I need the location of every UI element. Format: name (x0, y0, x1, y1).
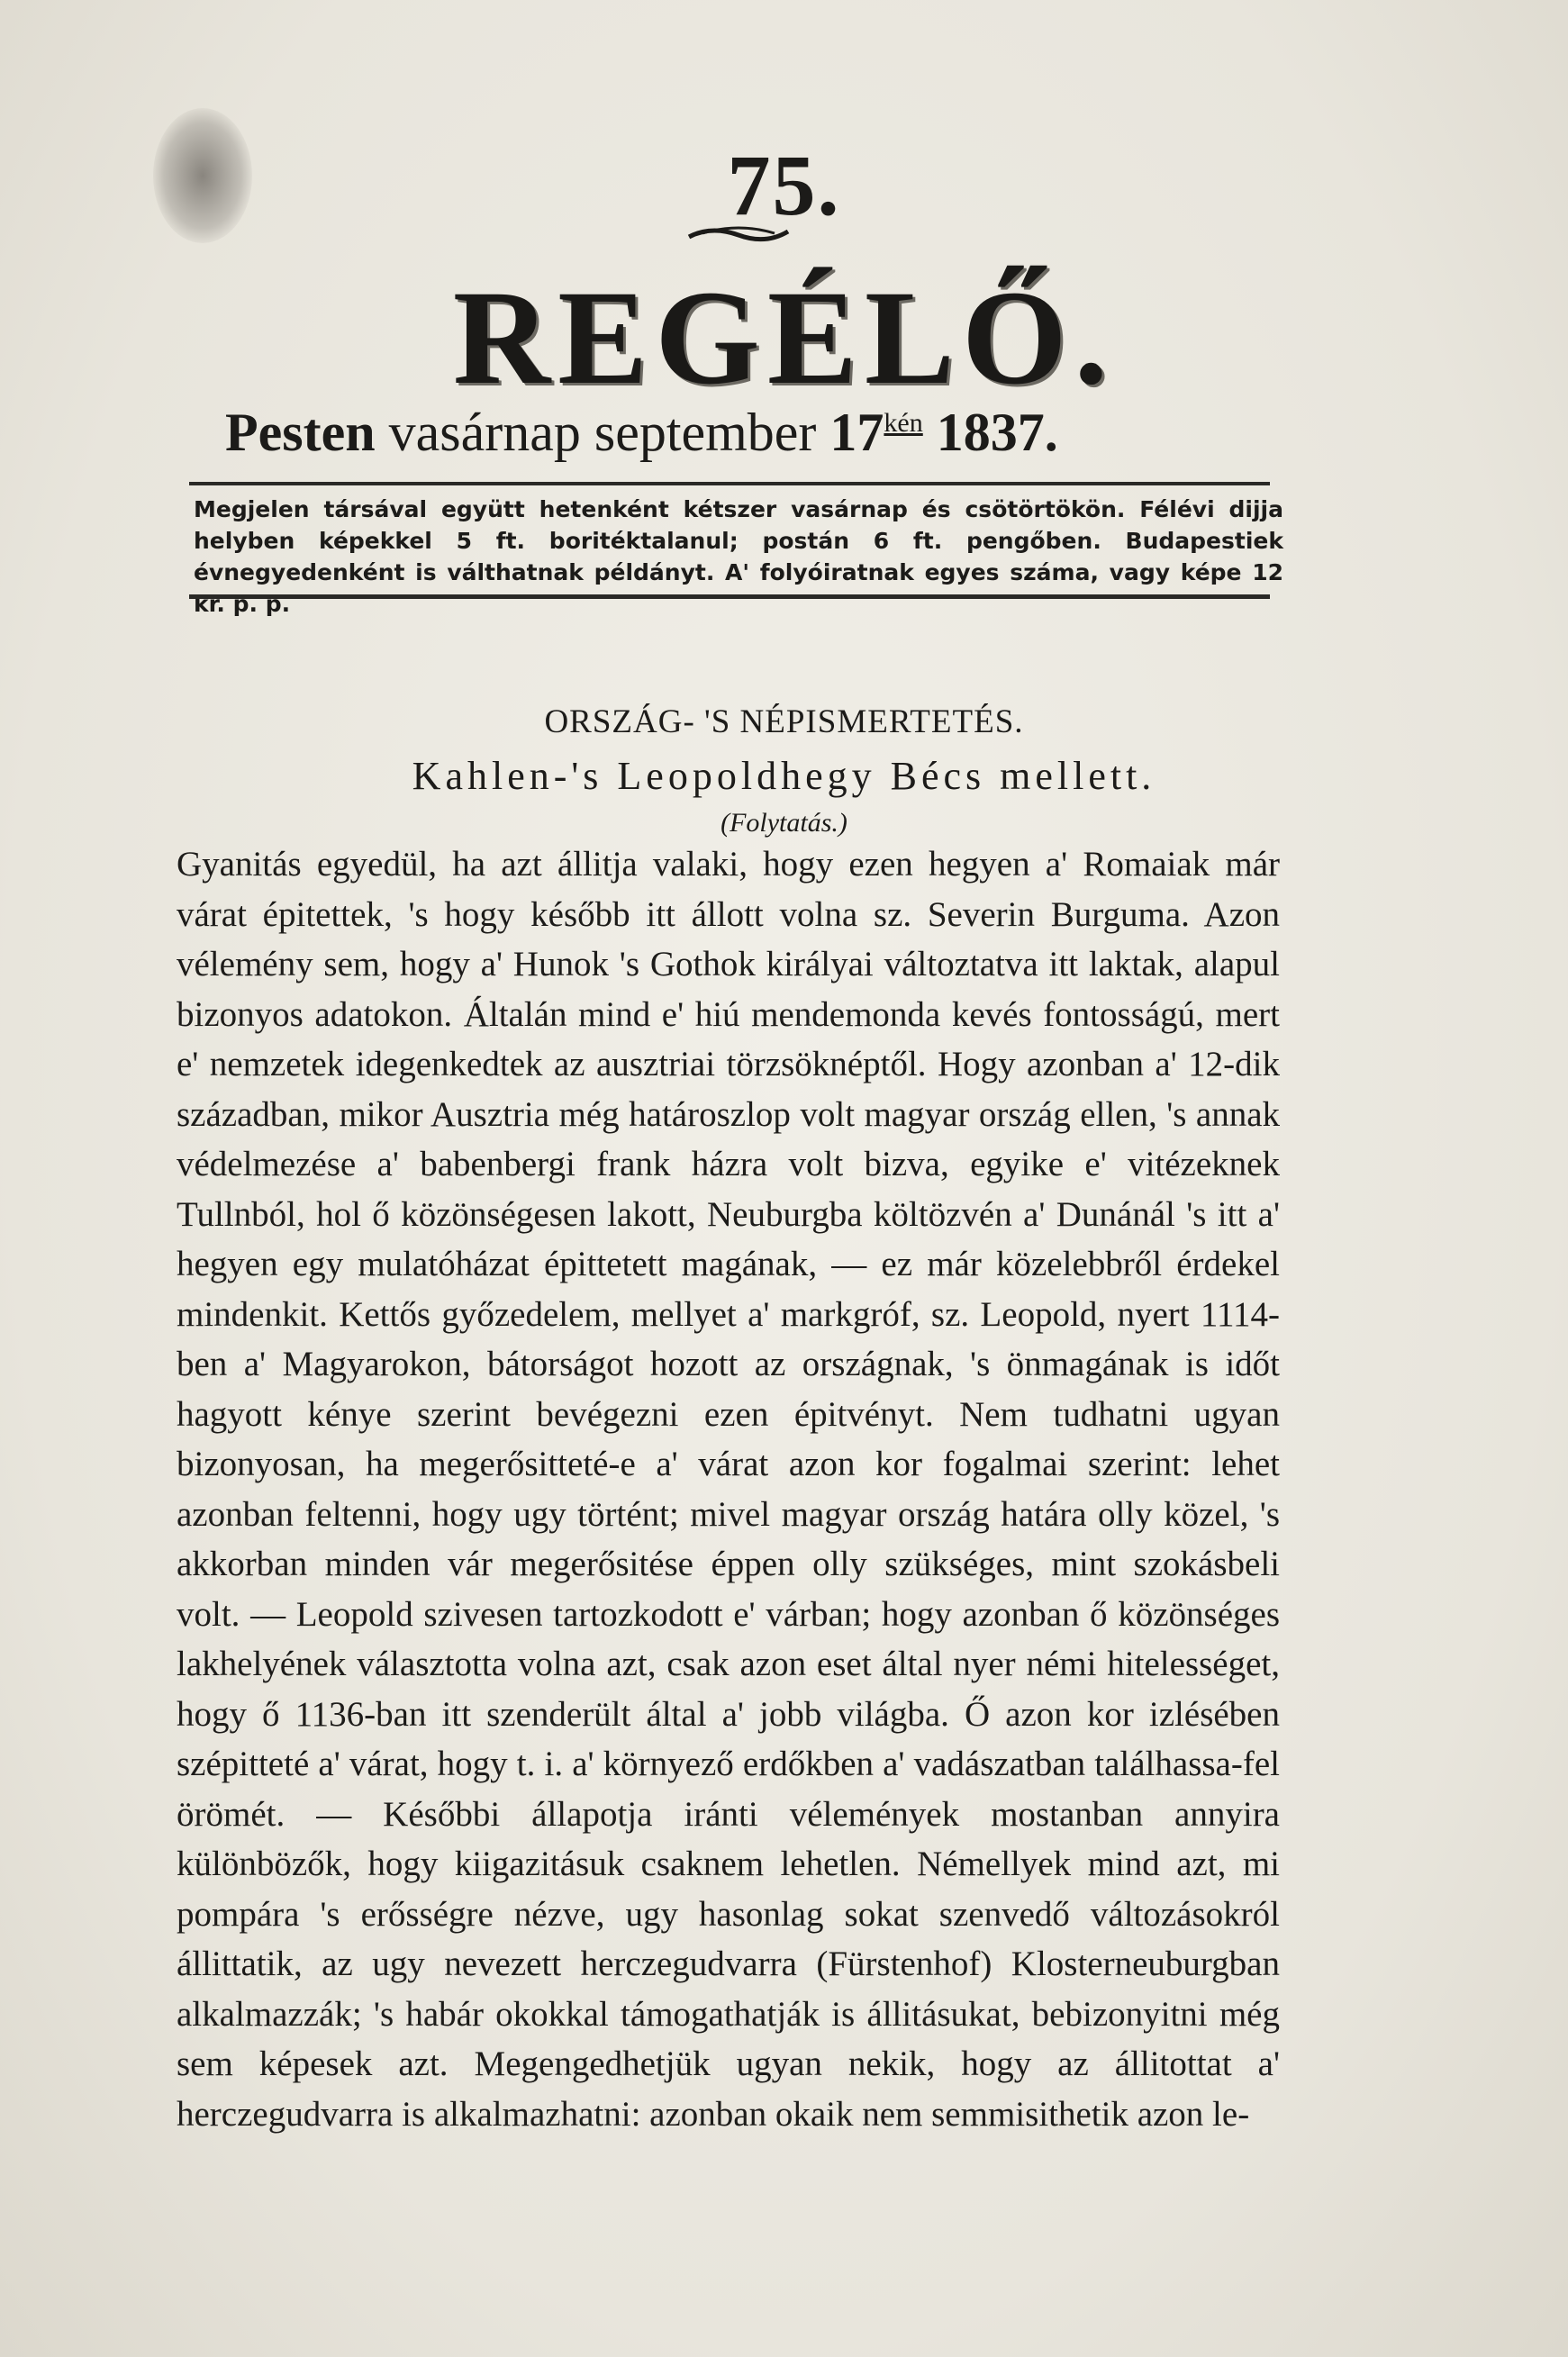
dateline-suffix: kén (884, 408, 923, 438)
continuation-note: (Folytatás.) (721, 808, 847, 838)
header-rule-top (189, 482, 1270, 485)
section-title: ORSZÁG- 'S NÉPISMERTETÉS. (544, 703, 1024, 740)
article-title: Kahlen-'s Leopoldhegy Bécs mellett. (412, 754, 1156, 798)
masthead-title: REGÉLŐ. (452, 263, 1116, 412)
dateline-date: vasárnap september (388, 403, 817, 462)
masthead-ornament (684, 221, 793, 248)
dateline-place: Pesten (225, 403, 376, 462)
subscription-notice: Megjelen társával együtt hetenként kétszer vasárnap és csötörtökön. Félévi dijja helyben képekkel 5 ft. boritéktalanul; postán 6 ft. pengőben. Budapestiek évnegyedenként is válthatnak példányt. A' folyóiratnak egyes száma, vagy képe 12 kr. p. p. (194, 496, 1283, 617)
issue-number: 75. (727, 137, 841, 233)
dateline-day: 17 (829, 403, 884, 462)
dateline-year: 1837. (936, 403, 1058, 462)
article-body: Gyanitás egyedül, ha azt állitja valaki, hogy ezen hegyen a' Romaiak már várat épitettek, 's hogy később itt állott volna sz. Severin Burguma. Azon vélemény sem, hogy a' Hunok 's Gothok királyai változtatva itt laktak, alapul bizonyos adatokon. Általán mind e' hiú mendemonda kevés fontosságú, mert e' nemzetek idegenkedtek az ausztriai törzsöknéptől. Hogy azonban a' 12-dik században, mikor Ausztria még határoszlop volt magyar ország ellen, 's annak védelmezése a' babenbergi frank házra volt bizva, egyike e' vitézeknek Tullnból, hol ő közönségesen lakott, Neuburgba költözvén a' Dunánál 's itt a' hegyen egy mulatóházat épittetett magának, — ez már közelebbről érdekel mindenkit. Kettős győzedelem, mellyet a' markgróf, sz. Leopold, nyert 1114-ben a' Magyarokon, bátorságot hozott az országnak, 's önmagának is időt hagyott kénye szerint bevégezni ezen épitvényt. Nem tudhatni ugyan bizonyosan, ha megerősitteté-e a' várat azon kor fogalmai szerint: lehet azonban feltenni, hogy ugy történt; mivel magyar ország határa olly közel, 's akkorban minden vár megerősitése éppen olly szükséges, mint szokásbeli volt. — Leopold szivesen tartozkodott e' várban; hogy azonban ő közönséges lakhelyének választotta volna azt, csak azon eset által nyer némi hitelességet, hogy ő 1136-ban itt szenderült által a' jobb világba. Ő azon kor izlésében szépitteté a' várat, hogy t. i. a' környező erdőkben a' vadászatban találhassa-fel örömét. — Későbbi állapotja iránti vélemények mostanban annyira különbözők, hogy kiigazitásuk csaknem lehetlen. Némellyek mind azt, mi pompára 's erősségre nézve, ugy hasonlag sokat szenvedő változásokról állittatik, az ugy nevezett herczegudvarra (Fürstenhof) Klosterneuburgban alkalmazzák; 's habár okokkal támogathatják is állitásukat, bebizonyitni még sem képesek azt. Megengedhetjük ugyan nekik, hogy az állitottat a' herczegudvarra is alkalmazhatni: azonban okaik nem semmisithetik azon le- (177, 845, 1280, 2134)
dateline (225, 403, 1261, 462)
header-rule-bottom (189, 594, 1270, 599)
